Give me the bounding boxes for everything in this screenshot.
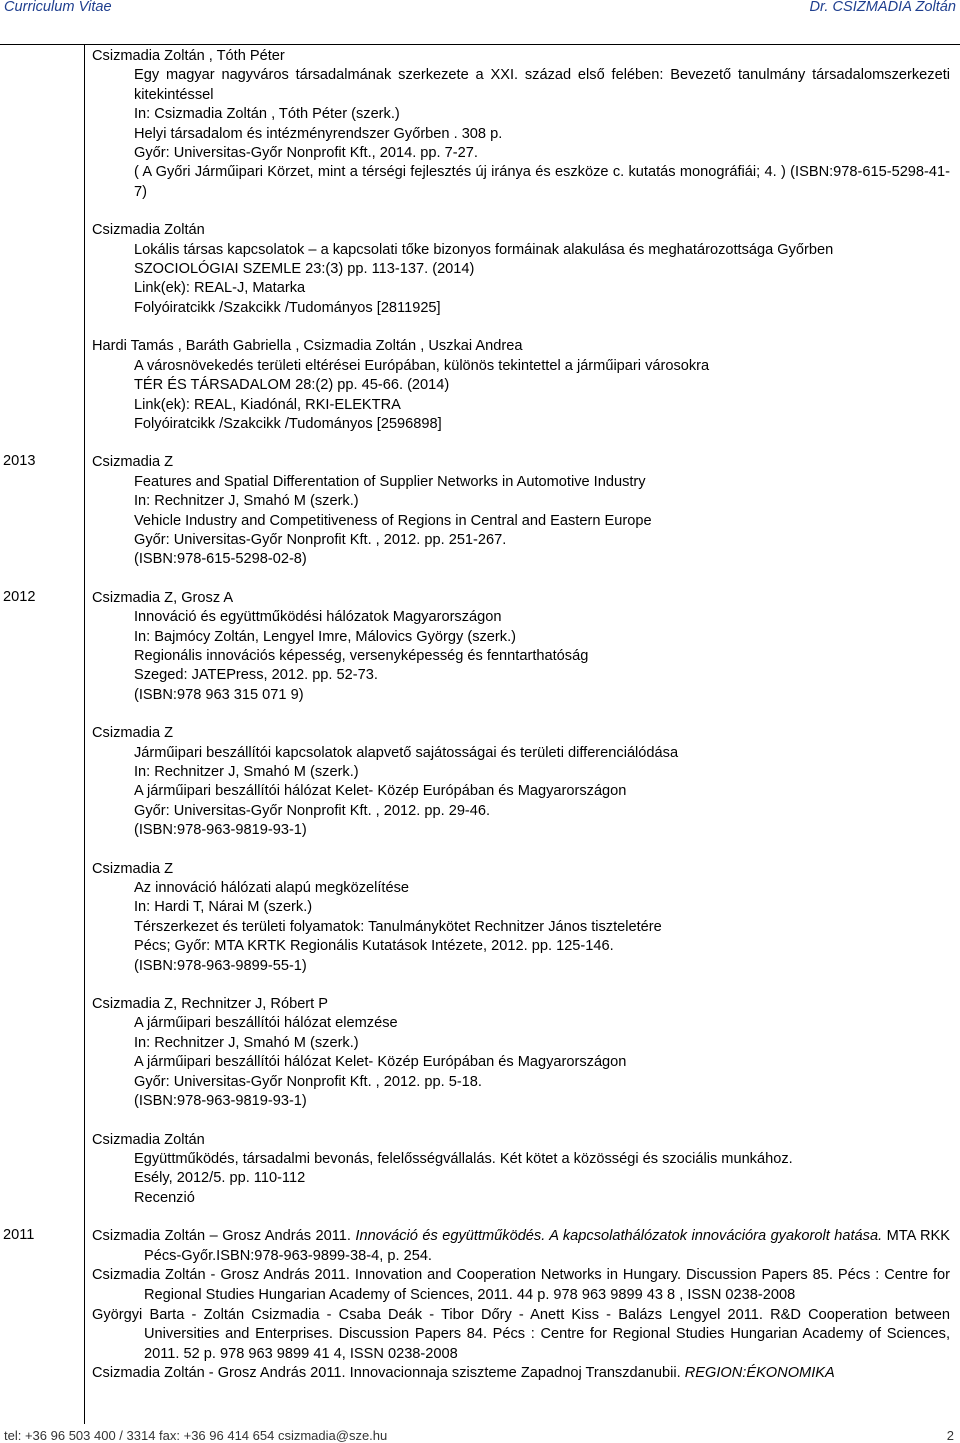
entry-detail: A járműipari beszállítói hálózat elemzése — [134, 1015, 398, 1032]
reference-item — [92, 1306, 950, 1365]
publication-entry — [92, 724, 950, 840]
entry-detail: Az innováció hálózati alapú megközelítése — [134, 880, 410, 897]
entry-detail: Pécs; Győr: MTA KRTK Regionális Kutatások Intézete, 2012. pp. 125-146. — [134, 938, 614, 955]
entry-detail: In: Rechnitzer J, Smahó M (szerk.) — [134, 764, 359, 780]
publication-entry — [92, 47, 950, 202]
entry-authors: Csizmadia Z — [92, 454, 174, 471]
footer-contact: tel: +36 96 503 400 / 3314 fax: +36 96 414 654 csizmadia@sze.hu — [4, 1428, 388, 1443]
year-section-2011 — [0, 1227, 960, 1384]
entry-authors: Csizmadia Zoltán — [92, 1131, 205, 1148]
entry-detail: (ISBN:978-963-9819-93-1) — [134, 1093, 307, 1110]
entry-detail: Helyi társadalom és intézményrendszer Győrben . 308 p. — [134, 125, 503, 142]
entry-detail: TÉR ÉS TÁRSADALOM 28:(2) pp. 45-66. (2014) — [134, 377, 450, 394]
header-title: Curriculum Vitae — [4, 0, 112, 15]
table-top-rule — [0, 44, 960, 45]
year-label: 2011 — [3, 1227, 35, 1244]
reference-title: REGION:ÉKONOMIKA — [684, 1365, 835, 1382]
reference-text: Györgyi Barta - Zoltán Csizmadia - Csaba Deák - Tibor Dőry - Anett Kiss - Balázs Lengyel 2011. R&D Cooperation between Universities and Enterprises. Discussion Papers 84. Pécs : Centre for Regional Studies Hungarian Academy of Sciences, 2011. 52 p. 978 963 9899 41 4, ISSN 0238-2008 — [92, 1306, 950, 1362]
entry-authors: Csizmadia Z — [92, 860, 174, 877]
entry-detail: In: Rechnitzer J, Smahó M (szerk.) — [134, 493, 359, 510]
entry-detail: Innováció és együttműködési hálózatok Magyarországon — [134, 609, 502, 626]
entry-authors: Csizmadia Z, Rechnitzer J, Róbert P — [92, 996, 329, 1013]
entry-detail: (ISBN:978-615-5298-02-8) — [134, 551, 307, 568]
publication-entry — [92, 453, 950, 569]
entry-detail: Győr: Universitas-Győr Nonprofit Kft. , 2012. pp. 5-18. — [134, 1073, 482, 1090]
entry-detail: A városnövekedés területi eltérései Európában, különös tekintettel a járműipari városokra — [134, 357, 710, 374]
entry-detail: Recenzió — [134, 1189, 195, 1206]
entry-detail: Folyóiratcikk /Szakcikk /Tudományos [2596898] — [134, 415, 442, 432]
entry-authors: Csizmadia Zoltán , Tóth Péter — [92, 48, 285, 64]
publication-entry — [92, 860, 950, 976]
entry-detail: SZOCIOLÓGIAI SZEMLE 23:(3) pp. 113-137. (2014) — [134, 261, 475, 278]
reference-item — [92, 1364, 950, 1384]
entry-detail: Link(ek): REAL-J, Matarka — [134, 280, 306, 297]
entry-detail: Győr: Universitas-Győr Nonprofit Kft. , 2012. pp. 29-46. — [134, 802, 491, 819]
entry-authors: Csizmadia Z, Grosz A — [92, 589, 234, 606]
reference-title: Innováció és együttműködés. A kapcsolathálózatok innovációra gyakorolt hatása. — [355, 1228, 883, 1245]
publication-entry — [92, 221, 950, 318]
publication-entry — [92, 1131, 950, 1209]
entry-detail: Térszerkezet és területi folyamatok: Tanulmánykötet Rechnitzer János tiszteletére — [134, 918, 662, 935]
entry-detail: A járműipari beszállítói hálózat Kelet- Közép Európában és Magyarországon — [134, 783, 627, 800]
entry-detail: Győr: Universitas-Győr Nonprofit Kft. , 2012. pp. 251-267. — [134, 531, 507, 548]
publication-entry — [92, 589, 950, 705]
entry-detail: Esély, 2012/5. pp. 110-112 — [134, 1170, 306, 1187]
entry-detail: Járműipari beszállítói kapcsolatok alapvető sajátosságai és területi differenciálódása — [134, 744, 679, 761]
entry-detail: Egy magyar nagyváros társadalmának szerkezete a XXI. század első felében: Bevezető tanulmány társadalomszerkezeti kitekintéssel — [134, 67, 950, 103]
page-number: 2 — [946, 1428, 954, 1443]
reference-text: Csizmadia Zoltán - Grosz András 2011. Innovation and Cooperation Networks in Hungary. Discussion Papers 85. Pécs : Centre for Regional Studies Hungarian Academy of Sciences, 2011. 44 p. 978 963 9899 43 8 , ISSN 0238-2008 — [92, 1267, 950, 1303]
header-author: Dr. CSIZMADIA Zoltán — [809, 0, 956, 15]
reference-item — [92, 1266, 950, 1305]
year-label: 2012 — [3, 588, 36, 605]
entry-detail: In: Rechnitzer J, Smahó M (szerk.) — [134, 1034, 359, 1051]
year-section — [0, 453, 960, 569]
entry-detail: Folyóiratcikk /Szakcikk /Tudományos [2811925] — [134, 299, 441, 316]
year-label: 2013 — [3, 453, 36, 470]
reference-text: Csizmadia Zoltán – Grosz András 2011. — [92, 1228, 356, 1245]
entry-detail: In: Bajmócy Zoltán, Lengyel Imre, Málovics György (szerk.) — [134, 628, 516, 645]
entry-detail: In: Hardi T, Nárai M (szerk.) — [134, 899, 313, 916]
entry-detail: Lokális társas kapcsolatok – a kapcsolati tőke bizonyos formáinak alakulása és meghatározottsága Győrben — [134, 241, 834, 258]
publication-list — [0, 47, 960, 1401]
entry-detail: Győr: Universitas-Győr Nonprofit Kft., 2014. pp. 7-27. — [134, 145, 478, 162]
entry-detail: Link(ek): REAL, Kiadónál, RKI-ELEKTRA — [134, 396, 401, 413]
reference-text: Csizmadia Zoltán - Grosz András 2011. Innovacionnaja sziszteme Zapadnoj Transzdanubii. — [92, 1365, 685, 1382]
entry-authors: Csizmadia Z — [92, 725, 174, 742]
entry-detail: Features and Spatial Differentation of Supplier Networks in Automotive Industry — [134, 473, 646, 490]
reference-list — [92, 1227, 950, 1384]
entry-detail: ( A Győri Járműipari Körzet, mint a térségi fejlesztés új iránya és eszköze c. kutatás monográfiái; 4. ) (ISBN:978-615-5298-41-7) — [134, 164, 950, 200]
entry-detail: (ISBN:978 963 315 071 9) — [134, 686, 304, 703]
entry-detail: Együttműködés, társadalmi bevonás, felelősségvállalás. Két kötet a közösségi és szociális munkához. — [134, 1150, 793, 1167]
entry-detail: Vehicle Industry and Competitiveness of Regions in Central and Eastern Europe — [134, 512, 652, 529]
reference-text: MTA RKK Pécs-Győr.ISBN:978-963-9899-38-4, p. 254. — [144, 1228, 950, 1264]
entry-detail: In: Csizmadia Zoltán , Tóth Péter (szerk.) — [134, 106, 400, 123]
entry-authors: Hardi Tamás , Baráth Gabriella , Csizmadia Zoltán , Uszkai Andrea — [92, 338, 523, 355]
entry-detail: Szeged: JATEPress, 2012. pp. 52-73. — [134, 667, 378, 684]
publication-entry — [92, 995, 950, 1111]
entry-detail: A járműipari beszállítói hálózat Kelet- Közép Európában és Magyarországon — [134, 1054, 627, 1071]
entry-detail: Regionális innovációs képesség, versenyképesség és fenntarthatóság — [134, 647, 589, 664]
reference-item — [92, 1227, 950, 1266]
year-section — [0, 589, 960, 1208]
publication-entry — [92, 337, 950, 434]
entry-detail: (ISBN:978-963-9899-55-1) — [134, 957, 307, 974]
year-section — [0, 47, 960, 434]
entry-detail: (ISBN:978-963-9819-93-1) — [134, 822, 307, 839]
entry-authors: Csizmadia Zoltán — [92, 222, 205, 239]
page-header — [0, 0, 960, 20]
